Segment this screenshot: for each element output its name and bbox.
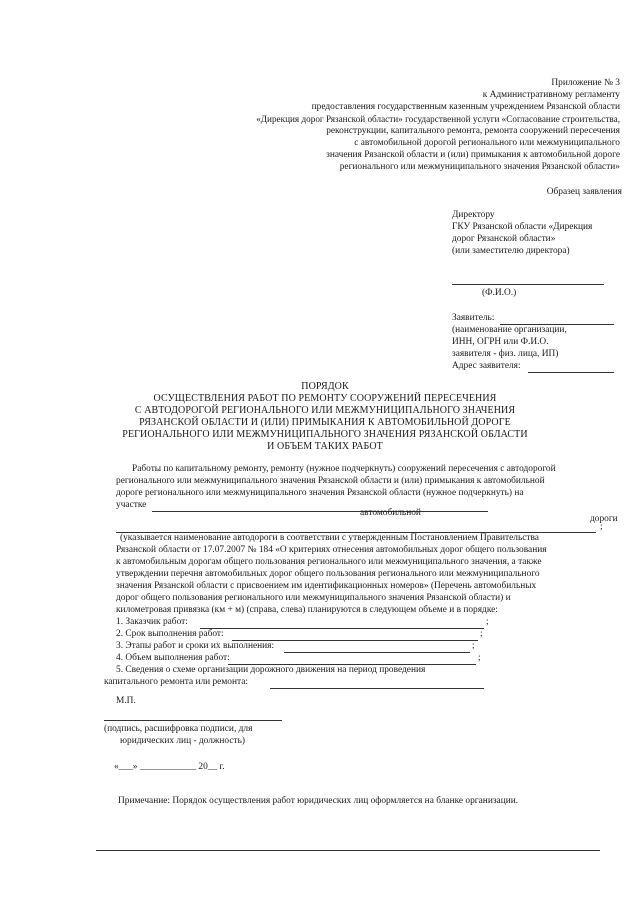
stamp-label: М.П.	[116, 696, 136, 706]
section-input-line[interactable]	[152, 511, 488, 512]
item-volume-label: 4. Объем выполнения работ:	[116, 653, 230, 663]
doc-title-line: С АВТОДОРОГОЙ РЕГИОНАЛЬНОГО ИЛИ МЕЖМУНИЦИПАЛЬНОГО ЗНАЧЕНИЯ	[134, 405, 516, 416]
header-line: значения Рязанской области и (или) примыкания к автомобильной дороге	[326, 150, 620, 160]
item-customer-label: 1. Заказчик работ:	[116, 617, 188, 627]
footnote: Примечание: Порядок осуществления работ юридических лиц оформляется на бланке организации.	[118, 796, 519, 806]
doc-title: ПОРЯДОК	[301, 381, 349, 392]
semicolon: ;	[486, 617, 489, 627]
item-stages-line[interactable]	[284, 652, 470, 653]
header-line: предоставления государственным казенным учреждением Рязанской области	[311, 102, 620, 112]
doc-title-line: И ОБЪЕМ ТАКИХ РАБОТ	[267, 441, 383, 452]
header-line: регионального или межмуниципального значения Рязанской области»	[339, 162, 620, 172]
paragraph-line: дороге регионального или межмуниципального значения Рязанской области (нужное подчеркнуть) на	[116, 488, 524, 498]
addressee-deputy: (или заместителю директора)	[452, 246, 570, 256]
doc-title-line: ОСУЩЕСТВЛЕНИЯ РАБОТ ПО РЕМОНТУ СООРУЖЕНИЙ ПЕРЕСЕЧЕНИЯ	[153, 393, 497, 404]
item-customer-line[interactable]	[200, 628, 484, 629]
fio-line[interactable]	[452, 284, 604, 285]
automobile-label: автомобильной	[360, 508, 421, 518]
header-line: к Административному регламенту	[482, 90, 620, 100]
paragraph-line: утверждении перечня автомобильных дорог общего пользования регионального или межмуниципального	[116, 569, 540, 579]
addressee-org: дорог Рязанской области»	[452, 234, 556, 244]
paragraph-line: значения Рязанской области с присвоением им идентификационных номеров» (Перечень автомобильных	[116, 581, 537, 591]
applicant-address-label: Адрес заявителя:	[452, 361, 521, 371]
addressee-title: Директору	[452, 210, 495, 220]
signature-hint: (подпись, расшифровка подписи, для	[104, 724, 253, 734]
semicolon: ;	[472, 641, 475, 651]
paragraph-line: дорог общего пользования регионального или межмуниципального значения Рязанской области) и	[116, 593, 511, 603]
paragraph-line: Работы по капитальному ремонту, ремонту (нужное подчеркнуть) сооружений пересечения с автодорогой	[132, 464, 556, 474]
item-traffic-label: 5. Сведения о схеме организации дорожного движения на период проведения	[116, 665, 426, 675]
paragraph-line: Рязанской области от 17.07.2007 № 184 «О критериях отнесения автомобильных дорог общего пользования	[116, 545, 547, 555]
paragraph-line: к автомобильным дорогам общего пользования регионального или межмуниципального значения, а также	[116, 557, 542, 567]
paragraph-line: регионального или межмуниципального значения Рязанской области и (или) примыкания к автомобильной	[116, 476, 545, 486]
paragraph-line: (указывается наименование автодороги в соответствии с утвержденным Постановлением Правительства	[120, 533, 539, 543]
signature-hint: юридических лиц - должность)	[120, 736, 245, 746]
doc-title-line: РЕГИОНАЛЬНОГО ИЛИ МЕЖМУНИЦИПАЛЬНОГО ЗНАЧЕНИЯ РЯЗАНСКОЙ ОБЛАСТИ	[122, 429, 528, 440]
item-traffic-label-cont: капитального ремонта или ремонта:	[104, 677, 248, 687]
header-line: «Дирекция дорог Рязанской области» государственной услуги «Согласование строительства,	[256, 114, 620, 124]
signature-date[interactable]: «___» ____________ 20__ г.	[114, 762, 225, 772]
item-stages-label: 3. Этапы работ и сроки их выполнения:	[116, 641, 275, 651]
applicant-hint: ИНН, ОГРН или Ф.И.О.	[452, 337, 549, 347]
applicant-hint: (наименование организации,	[452, 325, 567, 335]
paragraph-line: километровая привязка (км + м) (справа, слева) планируются в следующем объеме и в порядке:	[116, 605, 498, 615]
applicant-hint: заявителя - физ. лица, ИП)	[452, 349, 559, 359]
bottom-rule	[96, 850, 600, 851]
header-line: реконструкции, капитального ремонта, ремонта сооружений пересечения	[326, 126, 620, 136]
doc-title-line: РЯЗАНСКОЙ ОБЛАСТИ И (ИЛИ) ПРИМЫКАНИЯ К АВТОМОБИЛЬНОЙ ДОРОГЕ	[139, 417, 511, 428]
signature-line[interactable]	[104, 720, 282, 721]
appendix-number: Приложение № 3	[551, 78, 620, 88]
road-label: дороги	[590, 514, 618, 524]
uchastke-label: участке	[116, 500, 147, 510]
sample-label: Образец заявления	[546, 187, 622, 197]
header-line: с автомобильной дорогой регионального или межмуниципального	[354, 138, 620, 148]
fio-hint: (Ф.И.О.)	[482, 288, 517, 298]
item-traffic-line[interactable]	[270, 688, 484, 689]
semicolon: ;	[478, 653, 481, 663]
semicolon: ;	[600, 522, 603, 532]
semicolon: ;	[480, 629, 483, 639]
addressee-org: ГКУ Рязанской области «Дирекция	[452, 222, 593, 232]
applicant-address-line[interactable]	[528, 372, 614, 373]
item-deadline-label: 2. Срок выполнения работ:	[116, 629, 224, 639]
applicant-label: Заявитель:	[452, 313, 495, 323]
